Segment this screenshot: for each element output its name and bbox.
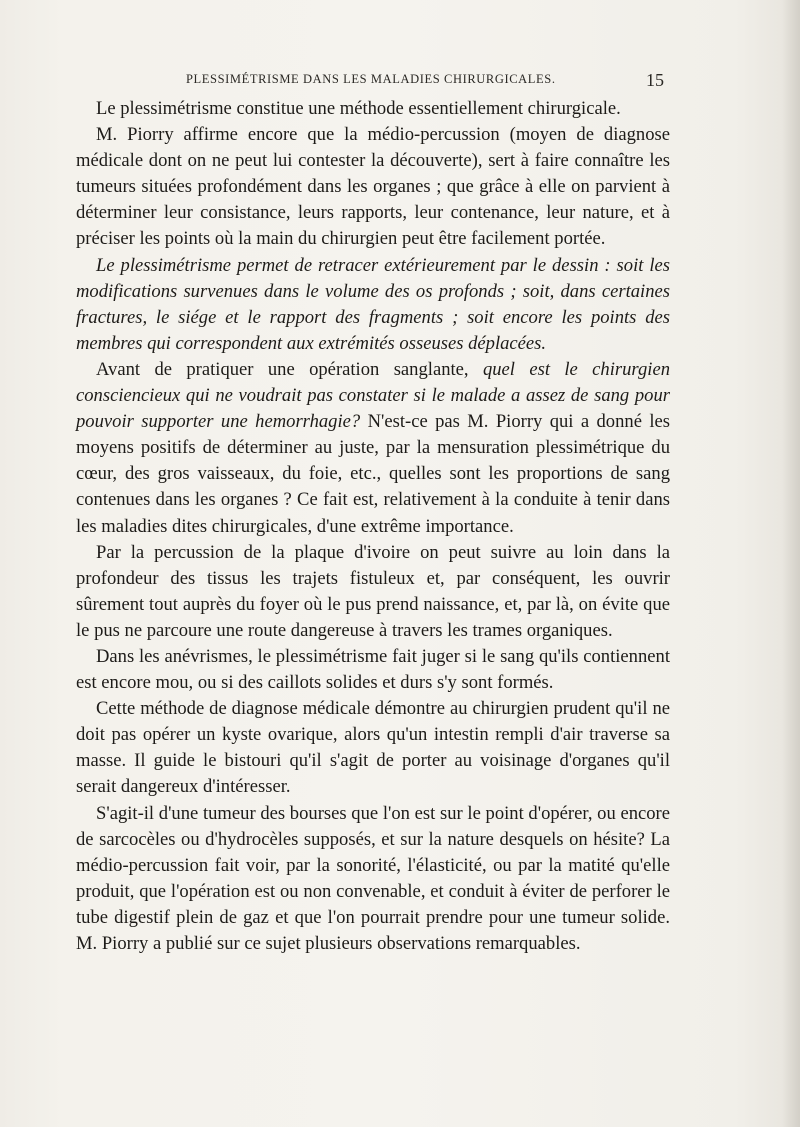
paragraph-4 bbox=[76, 357, 670, 540]
paragraph-5: Par la percussion de la plaque d'ivoire on peut suivre au loin dans la profondeur des tissus les trajets fistuleux et, par conséquent, les ouvrir sûrement tout auprès du foyer où le pus prend naissance, et, par là, on évite que le pus ne parcoure une route dangereuse à travers les trames organiques. bbox=[76, 541, 670, 641]
paragraph-4-rest: N'est-ce pas M. Piorry qui a donné les moyens positifs de déterminer au juste, par la mensuration plessimétrique du cœur, des gros vaisseaux, du foie, etc., quelles sont les proportions de sang contenues dans les organes ? Ce fait est, relativement à la conduite à tenir dans les maladies dites chirurgicales, d'une extrême importance. bbox=[76, 411, 670, 537]
paragraph-4-lead: Avant de pratiquer une opération sanglante, bbox=[96, 358, 469, 380]
paragraph-7: Cette méthode de diagnose médicale démontre au chirurgien prudent qu'il ne doit pas opérer un kyste ovarique, alors qu'un intestin rempli d'air traverse sa masse. Il guide le bistouri qu'il s'agit de porter au voisinage d'organes qu'il serait dangereux d'intéresser. bbox=[76, 698, 670, 798]
running-head: PLESSIMÉTRISME DANS LES MALADIES CHIRURGICALES. bbox=[186, 72, 556, 86]
paragraph-3-italic: Le plessimétrisme permet de retracer extérieurement par le dessin : soit les modifications survenues dans le volume des os profonds ; soit, dans certaines fractures, le siége et le rapport des fragments ; soit encore les points des membres qui correspondent aux extrémités osseuses déplacées. bbox=[76, 254, 670, 354]
page-edge-shadow bbox=[782, 0, 800, 1127]
paragraph-8: S'agit-il d'une tumeur des bourses que l'on est sur le point d'opérer, ou encore de sarcocèles ou d'hydrocèles supposés, et sur la nature desquels on hésite? La médio-percussion fait voir, par la sonorité, l'élasticité, ou par la matité qu'elle produit, que l'opération est ou non convenable, et conduit à éviter de perforer le tube digestif plein de gaz et que l'on pourrait prendre pour une tumeur solide. M. Piorry a publié sur ce sujet plusieurs observations remarquables. bbox=[76, 802, 670, 954]
paragraph-4-italic-question: quel est le chirurgien consciencieux qui ne voudrait pas constater si le malade a assez de sang pour pouvoir supporter une hemorrhagie? bbox=[76, 358, 670, 433]
body-text bbox=[76, 96, 670, 957]
paragraph-2: M. Piorry affirme encore que la médio-percussion (moyen de diagnose médicale dont on ne peut lui contester la découverte), sert à faire connaître les tumeurs situées profondément dans les organes ; que grâce à elle on parvient à déterminer leur consistance, leurs rapports, leur contenance, leur nature, et à préciser les points où la main du chirurgien peut être facilement portée. bbox=[76, 124, 670, 250]
page-number: 15 bbox=[646, 70, 664, 90]
paragraph-6: Dans les anévrismes, le plessimétrisme fait juger si le sang qu'ils contiennent est encore mou, ou si des caillots solides et durs s'y sont formés. bbox=[76, 645, 670, 694]
paragraph-1: Le plessimétrisme constitue une méthode essentiellement chirurgicale. bbox=[96, 98, 621, 119]
